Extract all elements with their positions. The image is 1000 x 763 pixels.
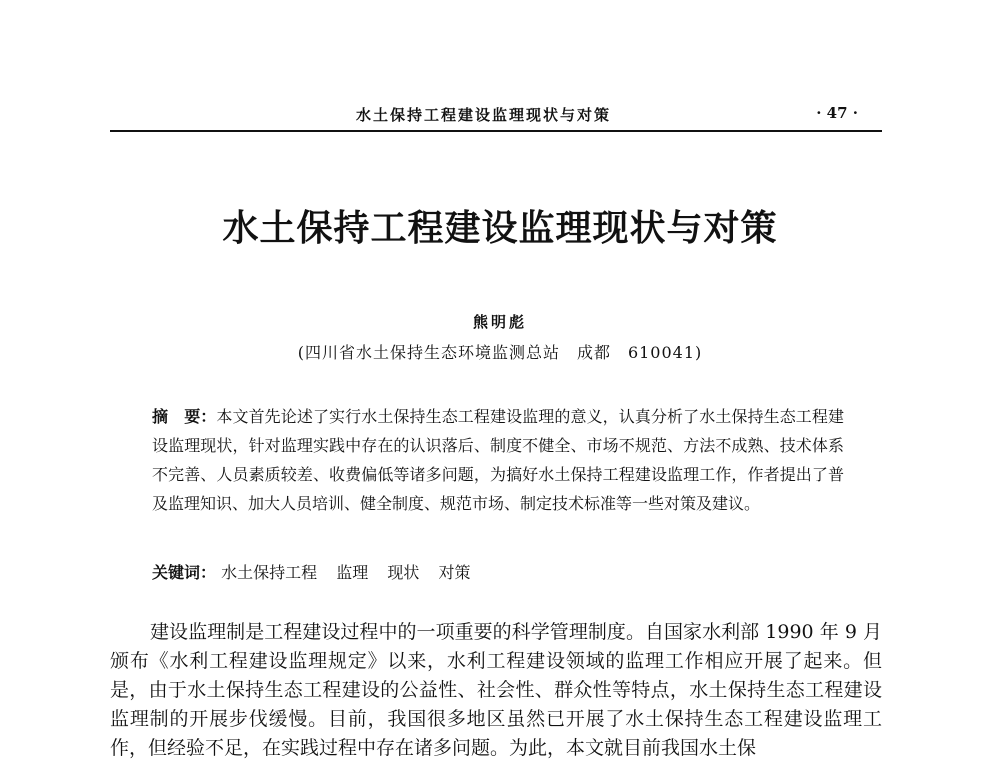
author-affiliation: (四川省水土保持生态环境监测总站 成都 610041): [297, 343, 703, 362]
abstract-text: 本文首先论述了实行水土保持生态工程建设监理的意义，认真分析了水土保持生态工程建设监理现状，针对监理实践中存在的认识落后、制度不健全、市场不规范、方法不成熟、技术体系不完善、人员素质较差、收费偏低等诸多问题，为搞好水土保持工程建设监理工作，作者提出了普及监理知识、加大人员培训、健全制度、规范市场、制定技术标准等一些对策及建议。: [152, 407, 844, 513]
abstract: [152, 402, 844, 518]
keyword: 水土保持工程: [221, 563, 318, 582]
header-divider: [110, 130, 882, 132]
keyword: 现状: [387, 563, 420, 582]
running-header: [110, 104, 882, 128]
keyword: 监理: [336, 563, 369, 582]
body-paragraph: 建设监理制是工程建设过程中的一项重要的科学管理制度。自国家水利部 1990 年 9 月颁布《水利工程建设监理规定》以来，水利工程建设领域的监理工作相应开展了起来。但是，由于水土保持生态工程建设的公益性、社会性、群众性等特点，水土保持生态工程建设监理制的开展步伐缓慢。目前，我国很多地区虽然已开展了水土保持生态工程建设监理工作，但经验不足，在实践过程中存在诸多问题。为此，本文就目前我国水土保: [110, 621, 882, 759]
keywords-label: 关键词：: [152, 563, 217, 582]
abstract-label: 摘 要：: [152, 407, 217, 426]
keyword: 对策: [438, 563, 471, 582]
running-title: 水土保持工程建设监理现状与对策: [356, 106, 612, 124]
author-name: 熊明彪: [472, 313, 527, 331]
page-number: · 47 ·: [816, 104, 858, 122]
keywords: [152, 559, 844, 587]
article-title: 水土保持工程建设监理现状与对策: [222, 207, 778, 249]
